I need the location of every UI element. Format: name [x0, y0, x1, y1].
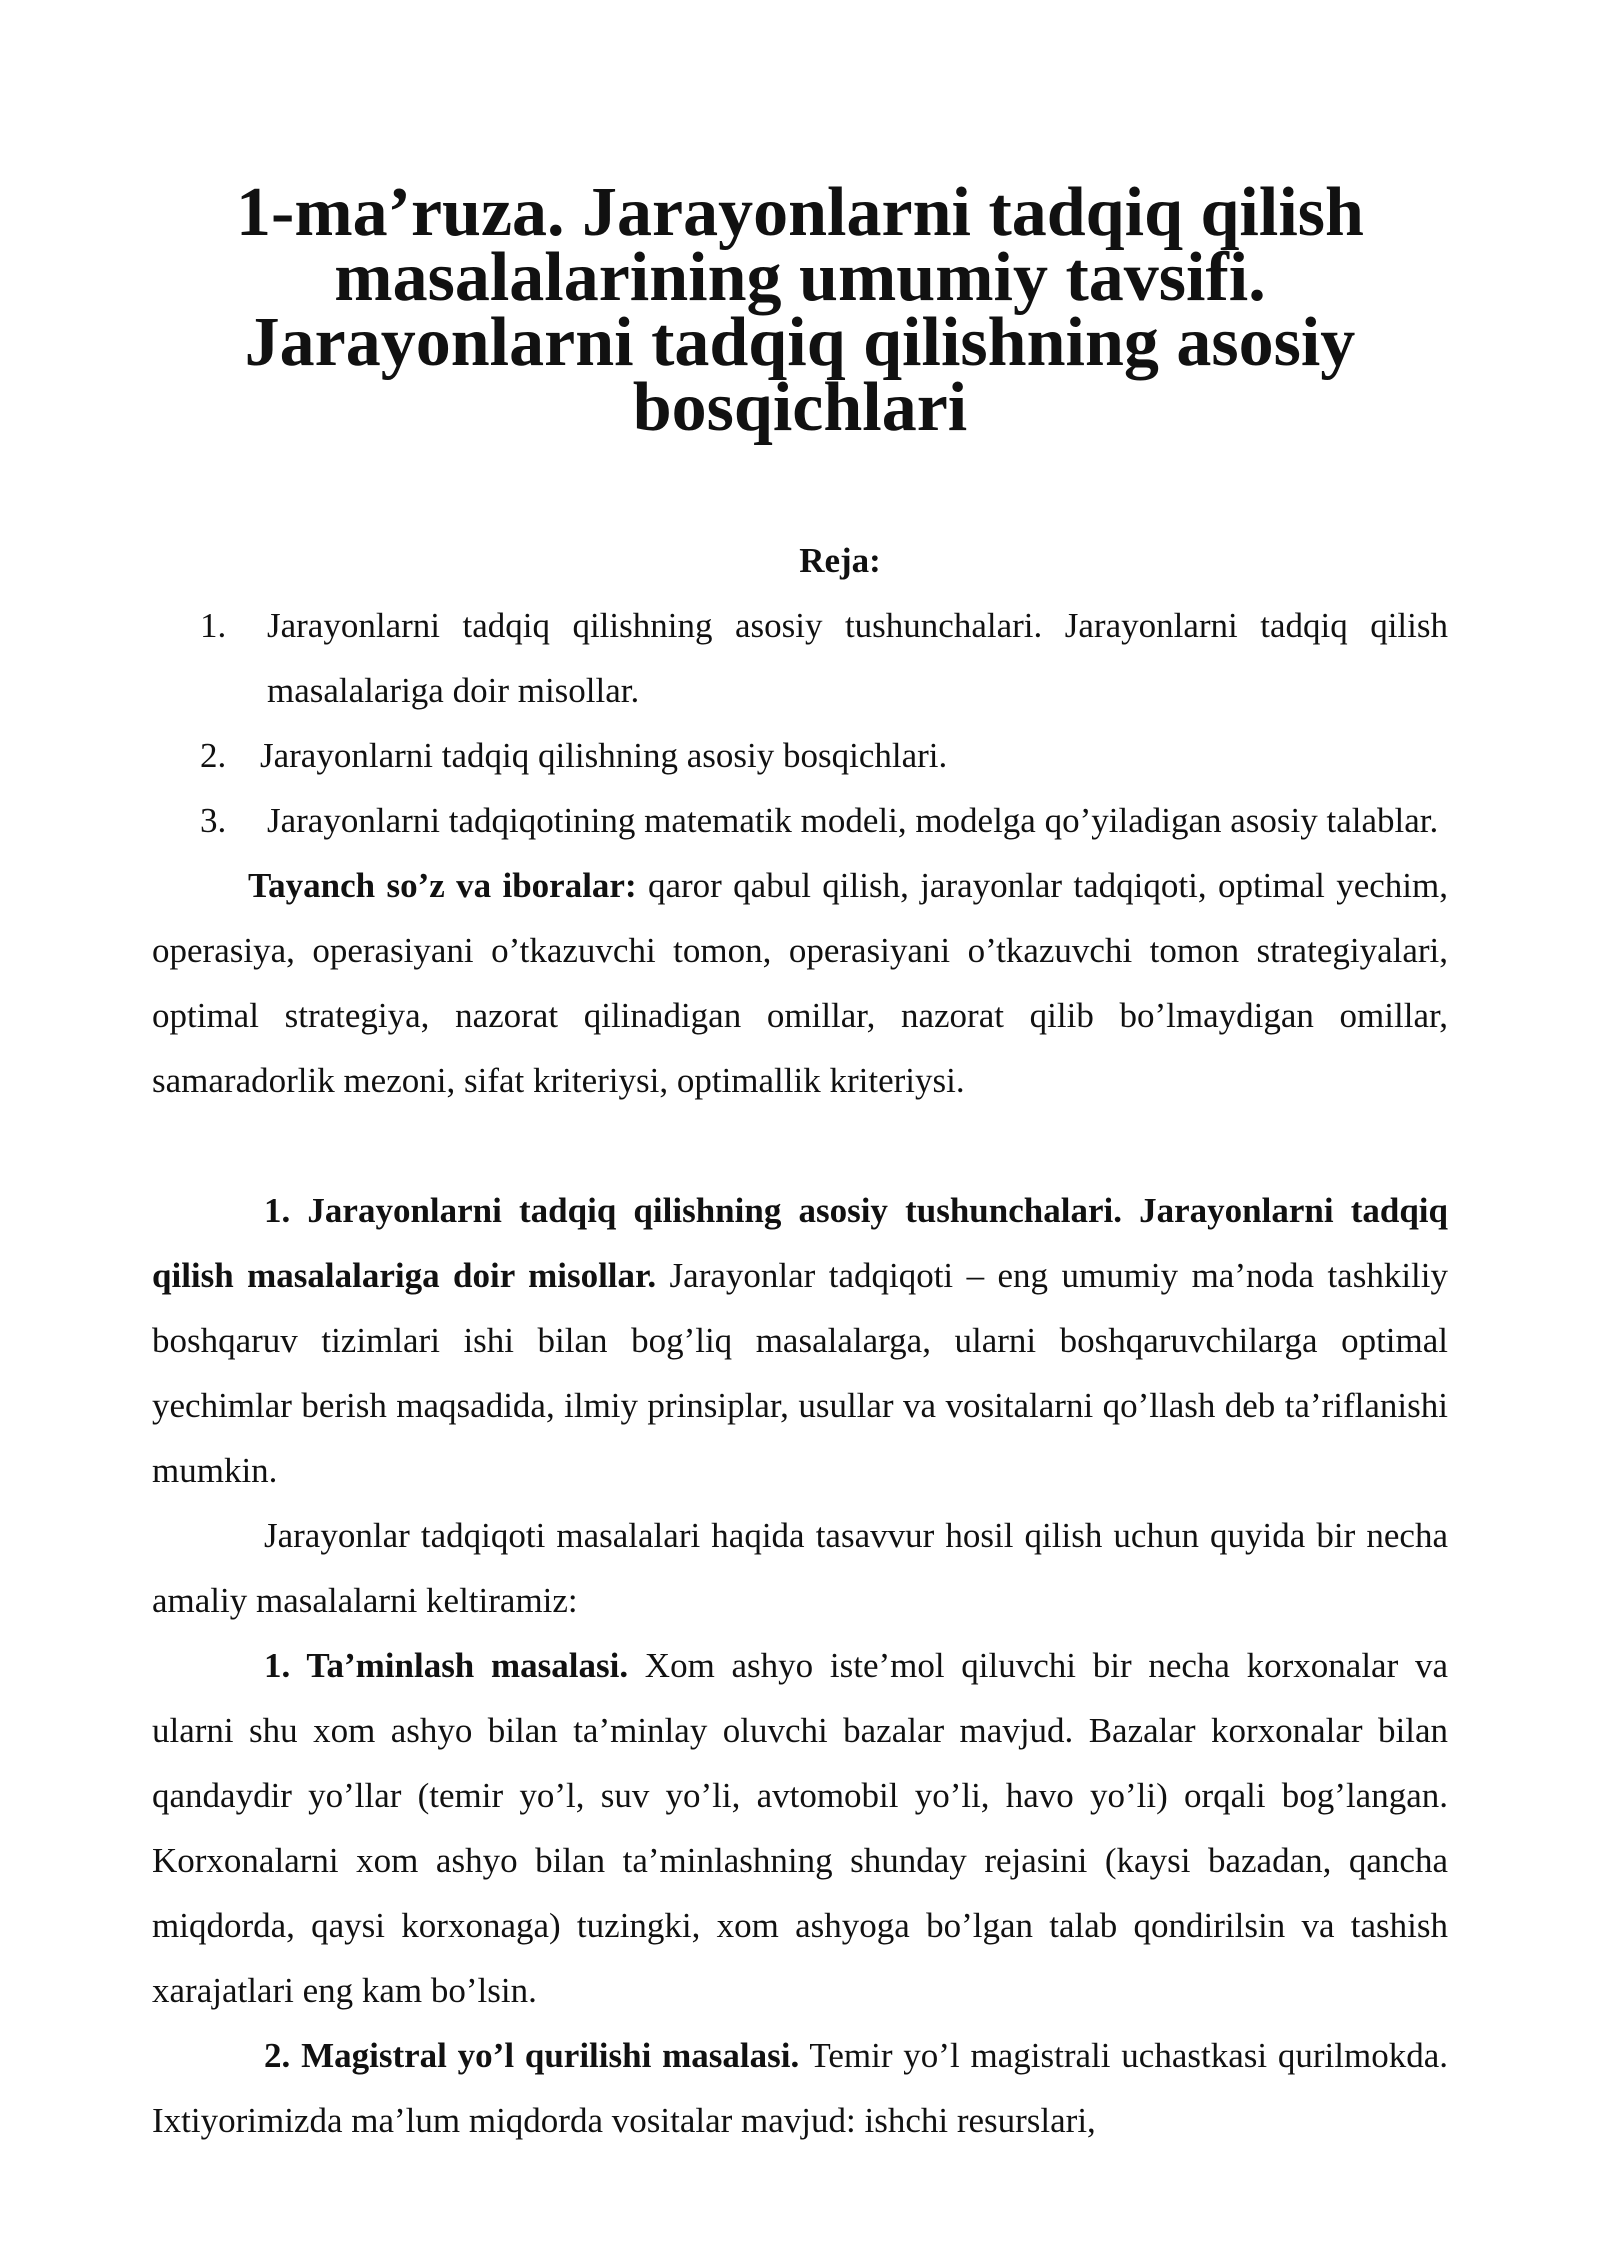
plan-heading: Reja: — [799, 541, 881, 580]
plan-item-number: 2. — [200, 736, 227, 775]
plan-item-text: Jarayonlarni tadqiq qilishning asosiy bosqichlari. — [260, 736, 948, 775]
problem-1-heading: 1. Ta’minlash masalasi. — [264, 1646, 629, 1685]
plan-item-number: 3. — [200, 801, 227, 840]
section-1-paragraph — [152, 1178, 1448, 1503]
intro-text: Jarayonlar tadqiqoti masalalari haqida tasavvur hosil qilish uchun quyida bir necha amaliy masalalarni keltiramiz: — [152, 1516, 1448, 1620]
lecture-title-line-2: Jarayonlarni tadqiq qilishning asosiy bosqichlari — [244, 304, 1356, 446]
problem-1-paragraph — [152, 1633, 1448, 2023]
plan-item — [152, 723, 1448, 788]
plan-list — [152, 593, 1448, 853]
page-content — [152, 174, 1449, 2153]
section-1-text: Jarayonlar tadqiqoti – eng umumiy ma’noda tashkiliy boshqaruv tizimlari ishi bilan bog’liq masalalarga, ularni boshqaruvchilarga optimal yechimlar berish maqsadida, ilmiy prinsiplar, usullar va vositalarni qo’llash deb ta’riflanishi mumkin. — [152, 1256, 1448, 1490]
keywords-label: Tayanch so’z va iboralar: — [248, 866, 637, 905]
keywords-paragraph — [152, 853, 1448, 1113]
plan-item-text: Jarayonlarni tadqiq qilishning asosiy tushunchalari. Jarayonlarni tadqiq qilish masalalariga doir misollar. — [267, 606, 1448, 710]
section-1-heading: 1. Jarayonlarni tadqiq qilishning asosiy tushunchalari. Jarayonlarni tadqiq qilish masalalariga doir misollar. — [152, 1191, 1448, 1295]
lecture-title — [152, 174, 1448, 446]
plan-item-number: 1. — [200, 606, 227, 645]
plan-item — [152, 593, 1448, 723]
lecture-title-line-1: 1-ma’ruza. Jarayonlarni tadqiq qilish masalalarining umumiy tavsifi. — [236, 174, 1364, 316]
plan-item-text: Jarayonlarni tadqiqotining matematik modeli, modelga qo’yiladigan asosiy talablar. — [267, 801, 1439, 840]
problem-2-text: Temir yo’l magistrali uchastkasi qurilmokda. Ixtiyorimizda ma’lum miqdorda vositalar mavjud: ishchi resurslari, — [152, 2036, 1448, 2140]
problem-2-heading: 2. Magistral yo’l qurilishi masalasi. — [264, 2036, 800, 2075]
problem-1-text: Xom ashyo iste’mol qiluvchi bir necha korxonalar va ularni shu xom ashyo bilan ta’minlay oluvchi bazalar mavjud. Bazalar korxonalar bilan qandaydir yo’llar (temir yo’l, suv yo’li, avtomobil yo’li, havo yo’li) orqali bog’langan. Korxonalarni xom ashyo bilan ta’minlashning shunday rejasini (kaysi bazadan, qancha miqdorda, qaysi korxonaga) tuzingki, xom ashyoga bo’lgan talab qondirilsin va tashish xarajatlari eng kam bo’lsin. — [152, 1646, 1448, 2010]
plan-item — [152, 788, 1448, 853]
keywords-text: qaror qabul qilish, jarayonlar tadqiqoti, optimal yechim, operasiya, operasiyani o’tkazuvchi tomon, operasiyani o’tkazuvchi tomon strategiyalari, optimal strategiya, nazorat qilinadigan omillar, nazorat qilib bo’lmaydigan omillar, samaradorlik mezoni, sifat kriteriysi, optimallik kriteriysi. — [152, 866, 1449, 1100]
problem-2-paragraph — [152, 2023, 1448, 2153]
intro-paragraph — [152, 1503, 1448, 1633]
